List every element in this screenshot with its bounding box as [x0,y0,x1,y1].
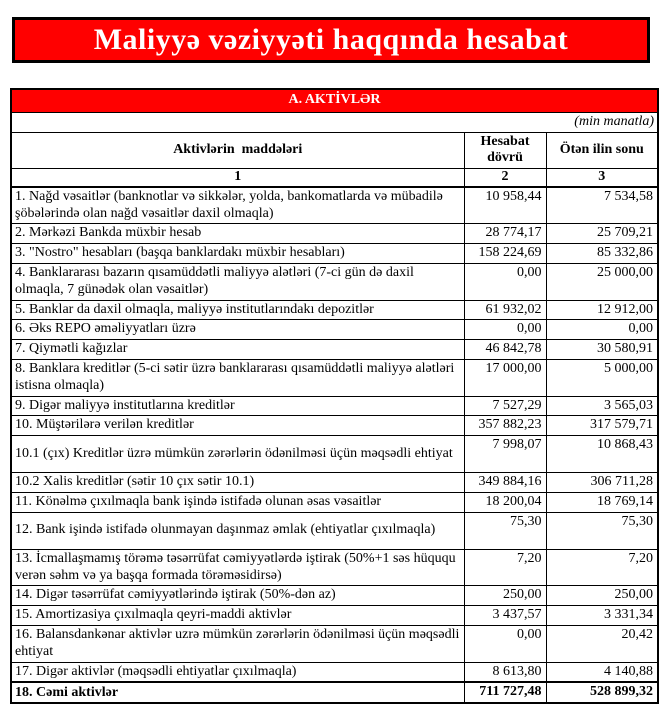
row-current-value: 7 998,07 [464,436,546,473]
row-current-value: 8 613,80 [464,662,546,682]
table-row [11,662,658,682]
row-previous-value: 7,20 [546,549,658,586]
row-label: 10.2 Xalis kreditlər (sətir 10 çıx sətir 10.1) [11,473,464,493]
row-label: 13. İcmallaşmamış törəmə təsərrüfat cəmiyyətlərdə iştirak (50%+1 səs hüququ verən səhm və ya başqa formada törəməsidirsə) [11,549,464,586]
row-previous-value: 12 912,00 [546,300,658,320]
report-title: Maliyyə vəziyyəti haqqında hesabat [93,23,569,56]
unit-note: (min manatla) [11,112,658,132]
row-label: 15. Amortizasiya çıxılmaqla qeyri-maddi aktivlər [11,606,464,626]
report-title-banner [12,17,650,63]
row-previous-value: 4 140,88 [546,662,658,682]
unit-note-row [11,112,658,132]
row-label: 3. "Nostro" hesabları (başqa banklardakı müxbir hesabları) [11,244,464,264]
row-label: 12. Bank işində istifadə olunmayan daşınmaz əmlak (ehtiyatlar çıxılmaqla) [11,512,464,549]
row-previous-value: 18 769,14 [546,493,658,513]
row-current-value: 250,00 [464,586,546,606]
row-previous-value: 317 579,71 [546,416,658,436]
section-title: A. AKTİVLƏR [11,89,658,112]
row-previous-value: 25 000,00 [546,264,658,301]
row-current-value: 18 200,04 [464,493,546,513]
row-label: 2. Mərkəzi Bankda müxbir hesab [11,224,464,244]
column-header-current-period: Hesabat dövrü [464,132,546,169]
row-label: 18. Cəmi aktivlər [11,682,464,703]
row-previous-value: 25 709,21 [546,224,658,244]
row-previous-value: 306 711,28 [546,473,658,493]
row-label: 16. Balansdankənar aktivlər uzrə mümkün zərərlərin ödənilməsi üçün məqsədli ehtiyat [11,626,464,663]
table-row [11,473,658,493]
column-number-1: 1 [11,169,464,187]
table-row [11,224,658,244]
table-row [11,360,658,397]
row-previous-value: 0,00 [546,320,658,340]
row-label: 14. Digər təsərrüfat cəmiyyətlərində iştirak (50%-dən az) [11,586,464,606]
row-current-value: 10 958,44 [464,187,546,224]
row-current-value: 3 437,57 [464,606,546,626]
assets-table-head [11,89,658,187]
assets-table-body [11,187,658,704]
row-previous-value: 250,00 [546,586,658,606]
row-label: 11. Könəlmə çıxılmaqla bank işində istifadə olunan əsas vəsaitlər [11,493,464,513]
section-banner-row [11,89,658,112]
row-label: 7. Qiymətli kağızlar [11,340,464,360]
table-row [11,320,658,340]
row-current-value: 7 527,29 [464,396,546,416]
row-current-value: 75,30 [464,512,546,549]
table-row [11,187,658,224]
row-current-value: 0,00 [464,626,546,663]
column-number-row [11,169,658,187]
row-current-value: 0,00 [464,264,546,301]
table-row [11,586,658,606]
column-header-previous-year: Ötən ilin sonu [546,132,658,169]
assets-table [10,88,659,704]
table-row [11,436,658,473]
row-label: 17. Digər aktivlər (məqsədli ehtiyatlar çıxılmaqla) [11,662,464,682]
row-current-value: 46 842,78 [464,340,546,360]
row-current-value: 349 884,16 [464,473,546,493]
table-row [11,682,658,703]
row-current-value: 61 932,02 [464,300,546,320]
row-label: 9. Digər maliyyə institutlarına kreditlər [11,396,464,416]
row-current-value: 158 224,69 [464,244,546,264]
table-row [11,396,658,416]
row-previous-value: 3 565,03 [546,396,658,416]
table-row [11,244,658,264]
row-previous-value: 3 331,34 [546,606,658,626]
column-number-3: 3 [546,169,658,187]
row-previous-value: 20,42 [546,626,658,663]
row-label: 10. Müştərilərə verilən kreditlər [11,416,464,436]
row-current-value: 7,20 [464,549,546,586]
row-previous-value: 5 000,00 [546,360,658,397]
row-previous-value: 7 534,58 [546,187,658,224]
table-row [11,416,658,436]
row-previous-value: 85 332,86 [546,244,658,264]
row-previous-value: 75,30 [546,512,658,549]
row-label: 4. Banklararası bazarın qısamüddətli maliyyə alətləri (7-ci gün də daxil olmaqla, 7 günədək olan vəsaitlər) [11,264,464,301]
row-label: 8. Banklara kreditlər (5-ci sətir üzrə banklararası qısamüddətli maliyyə alətləri istisna olmaqla) [11,360,464,397]
row-previous-value: 10 868,43 [546,436,658,473]
table-row [11,512,658,549]
row-current-value: 357 882,23 [464,416,546,436]
row-current-value: 0,00 [464,320,546,340]
row-previous-value: 528 899,32 [546,682,658,703]
table-row [11,300,658,320]
table-row [11,340,658,360]
column-header-row [11,132,658,169]
row-previous-value: 30 580,91 [546,340,658,360]
table-row [11,626,658,663]
row-label: 10.1 (çıx) Kreditlər üzrə mümkün zərərlərin ödənilməsi üçün məqsədli ehtiyat [11,436,464,473]
table-row [11,606,658,626]
column-number-2: 2 [464,169,546,187]
row-current-value: 711 727,48 [464,682,546,703]
table-row [11,493,658,513]
row-label: 6. Əks REPO əməliyyatları üzrə [11,320,464,340]
row-label: 1. Nağd vəsaitlər (banknotlar və sikkələr, yolda, bankomatlarda və mübadilə şöbələrində olan nağd vəsaitlər daxil olmaqla) [11,187,464,224]
column-header-items: Aktivlərin maddələri [11,132,464,169]
row-current-value: 17 000,00 [464,360,546,397]
row-current-value: 28 774,17 [464,224,546,244]
row-label: 5. Banklar da daxil olmaqla, maliyyə institutlarındakı depozitlər [11,300,464,320]
table-row [11,549,658,586]
table-row [11,264,658,301]
